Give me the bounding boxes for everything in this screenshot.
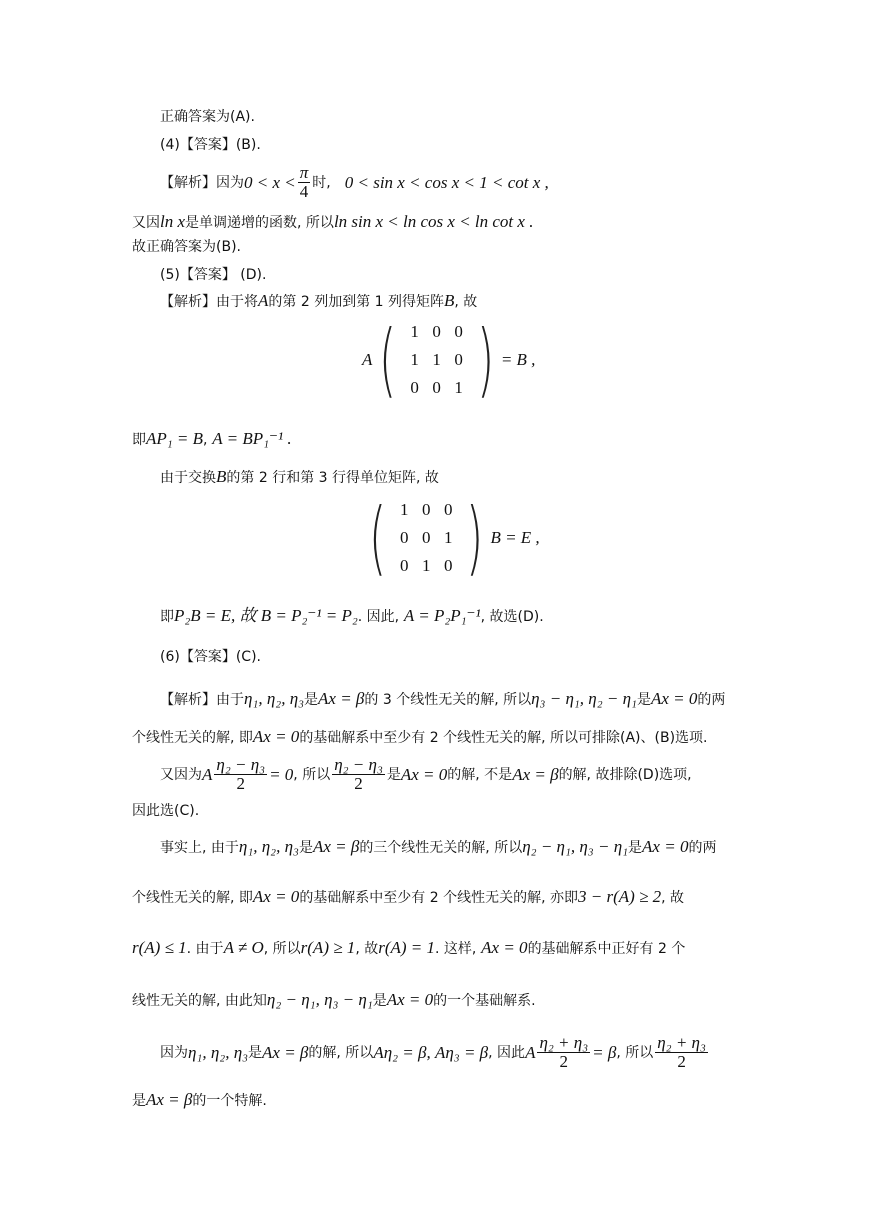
math-expr: η₂ − η₁, η₃ − η₁ <box>522 837 629 856</box>
math-expr: Aη₂ = β, Aη₃ = β <box>373 1042 489 1062</box>
math-expr: A = P₂P₁⁻¹ <box>403 606 481 625</box>
text: 的两 <box>688 840 717 856</box>
fraction <box>537 1034 590 1071</box>
fraction-numerator: η₂ + η₃ <box>539 1033 589 1052</box>
text-line <box>132 938 685 959</box>
matrix-cell: 0 <box>443 500 453 519</box>
fraction-denominator: 2 <box>236 774 245 793</box>
text: 的解, 不是 <box>447 766 513 783</box>
text: 即 <box>160 609 174 625</box>
fraction <box>332 756 385 793</box>
text: , 因此 <box>488 1044 526 1061</box>
text: 又因 <box>132 215 160 231</box>
math-expr: Ax = 0 <box>400 764 448 784</box>
matrix-cell: 0 <box>410 378 419 397</box>
text: 的第 2 列加到第 1 列得矩阵 <box>268 294 445 310</box>
matrix-cell: 1 <box>421 556 431 575</box>
text: 【解析】由于 <box>160 692 244 708</box>
matrix-cell: 1 <box>443 528 453 547</box>
fraction-numerator: η₂ − η₃ <box>334 755 383 774</box>
text: , 故选(D). <box>480 609 544 625</box>
text: 是 <box>628 840 643 856</box>
text-line <box>160 106 255 127</box>
fraction-denominator: 2 <box>559 1052 569 1071</box>
text: 的基础解系中正好有 2 个 <box>527 941 686 957</box>
text: 的解, 故排除(D)选项, <box>558 766 692 783</box>
matrix-cell: 1 <box>454 378 463 397</box>
text: , 故 <box>355 941 379 957</box>
text: 是单调递增的函数, 所以 <box>185 215 334 231</box>
math-expr: 0 < sin x < cos x < 1 < cot x , <box>344 172 549 192</box>
fraction-numerator: η₂ + η₃ <box>657 1033 706 1052</box>
text: 是 <box>248 1044 263 1061</box>
matrix <box>393 496 459 580</box>
math-expr: Ax = β <box>262 1042 309 1062</box>
right-paren: ) <box>476 313 494 406</box>
text-line <box>132 887 684 908</box>
matrix-cell: 0 <box>421 500 431 519</box>
text: 故正确答案为(B). <box>132 239 241 255</box>
matrix-cell: 1 <box>410 350 419 369</box>
text: , 所以 <box>293 766 331 783</box>
math-expr: P₂B = E, 故 B = P₂⁻¹ = P₂ <box>174 606 358 625</box>
answer-heading: (4)【答案】(B). <box>160 137 261 153</box>
math-expr: A ≠ O <box>223 938 264 957</box>
math-expr: Ax = β <box>146 1090 193 1109</box>
text: 的一个基础解系. <box>433 993 536 1009</box>
math-expr: = β <box>592 1042 617 1062</box>
math-expr: ln x <box>160 212 186 231</box>
right-paren: ) <box>466 491 484 584</box>
math-expr: A = BP₁⁻¹ . <box>212 429 292 448</box>
text: , 故 <box>661 890 685 906</box>
math-expr: ln sin x < ln cos x < ln cot x . <box>333 212 534 231</box>
math-expr: B <box>444 291 455 310</box>
math-expr: A <box>202 764 213 784</box>
text-line <box>132 1090 267 1111</box>
matrix-cell: 0 <box>432 322 441 341</box>
math-expr: Ax = β <box>318 689 365 708</box>
text-line <box>160 689 725 710</box>
math-expr: 3 − r(A) ≥ 2 <box>578 887 662 906</box>
math-expr: η₂ − η₁, η₃ − η₁ <box>266 990 373 1009</box>
answer-text: 正确答案为(A). <box>160 109 255 125</box>
text: 的基础解系中至少有 2 个线性无关的解, 所以可排除(A)、(B)选项. <box>299 730 708 746</box>
text-line <box>160 646 261 667</box>
text: 的三个线性无关的解, 所以 <box>359 840 523 856</box>
matrix <box>404 318 470 402</box>
analysis-label: 【解析】因为 <box>160 174 244 191</box>
text: 线性无关的解, 由此知 <box>132 993 267 1009</box>
math-expr: Ax = 0 <box>650 689 698 708</box>
matrix-cell: 1 <box>432 350 441 369</box>
math-expr: r(A) ≤ 1 <box>132 938 187 957</box>
matrix-cell: 0 <box>399 556 409 575</box>
fraction-numerator: η₂ − η₃ <box>216 755 266 774</box>
answer-heading: (5)【答案】 (D). <box>160 267 267 283</box>
text-line <box>160 164 549 201</box>
left-paren: ( <box>379 313 397 406</box>
math-expr: AP₁ = B <box>146 429 204 448</box>
matrix-cell: 0 <box>421 528 431 547</box>
text: 是 <box>304 692 319 708</box>
text: 【解析】由于将 <box>160 294 258 310</box>
text: , 所以 <box>616 1044 654 1061</box>
matrix-right: B = E , <box>490 528 540 547</box>
math-expr: Ax = 0 <box>642 837 689 856</box>
fraction-numerator: π <box>299 163 309 182</box>
fraction <box>655 1034 708 1071</box>
answer-heading: (6)【答案】(C). <box>160 649 261 665</box>
matrix-equation <box>362 313 536 406</box>
fraction-denominator: 2 <box>354 774 363 793</box>
matrix-cell: 0 <box>432 378 441 397</box>
math-expr: A <box>258 291 269 310</box>
fraction-denominator: 2 <box>677 1052 686 1071</box>
matrix-equation <box>362 491 540 584</box>
text: . 由于 <box>186 941 224 957</box>
math-expr: A <box>525 1042 536 1062</box>
text-line <box>160 756 692 793</box>
math-expr: 0 < x < <box>244 172 296 192</box>
text: 由于交换 <box>160 470 216 486</box>
text-line <box>160 291 477 312</box>
math-expr: η₃ − η₁, η₂ − η₁ <box>531 689 637 708</box>
text-line <box>160 264 266 285</box>
math-expr: B <box>216 467 227 486</box>
fraction <box>298 164 311 201</box>
fraction <box>214 756 267 793</box>
fraction-denominator: 4 <box>299 182 309 201</box>
left-paren: ( <box>369 491 387 584</box>
text: 个线性无关的解, 即 <box>132 890 253 906</box>
math-expr: Ax = β <box>512 764 559 784</box>
text-line <box>160 1034 710 1071</box>
math-expr: Ax = β <box>312 837 360 856</box>
text: . 因此, <box>357 609 400 625</box>
text: 的两 <box>697 692 726 708</box>
math-expr: η₁, η₂, η₃ <box>188 1042 249 1062</box>
text-line <box>132 236 241 257</box>
text: 是 <box>636 692 651 708</box>
text-line <box>160 134 261 155</box>
text: , 所以 <box>263 941 301 957</box>
matrix-cell: 0 <box>454 350 463 369</box>
text: 因此选(C). <box>132 803 200 819</box>
text: 因为 <box>160 1044 188 1061</box>
text: 的 3 个线性无关的解, 所以 <box>364 692 532 708</box>
text: 是 <box>132 1093 146 1109</box>
text: 事实上, 由于 <box>160 840 239 856</box>
matrix-cell: 0 <box>399 528 409 547</box>
math-expr: r(A) ≥ 1 <box>300 938 356 957</box>
matrix-cell: 1 <box>410 322 419 341</box>
text: 的一个特解. <box>192 1093 267 1109</box>
text-line <box>132 429 292 450</box>
text: 个线性无关的解, 即 <box>132 730 253 746</box>
text-line <box>132 212 533 233</box>
text-line <box>132 990 536 1011</box>
text: 的第 2 行和第 3 行得单位矩阵, 故 <box>226 470 439 486</box>
math-expr: = 0 <box>269 764 294 784</box>
text-line <box>160 606 544 627</box>
math-expr: Ax = 0 <box>386 990 434 1009</box>
matrix-left: A <box>362 350 373 369</box>
matrix-cell: 1 <box>399 500 409 519</box>
math-expr: η₁, η₂, η₃ <box>238 837 299 856</box>
text-line <box>160 837 716 858</box>
text-line <box>132 727 708 748</box>
math-expr: Ax = 0 <box>252 887 300 906</box>
matrix-right: = B , <box>500 350 536 369</box>
text: , 故 <box>454 294 478 310</box>
matrix-cell: 0 <box>454 322 463 341</box>
math-expr: Ax = 0 <box>481 938 528 957</box>
text: 时, <box>312 174 331 191</box>
text: 的基础解系中至少有 2 个线性无关的解, 亦即 <box>299 890 579 906</box>
math-expr: r(A) = 1 <box>378 938 436 957</box>
text: 是 <box>372 993 387 1009</box>
math-expr: η₁, η₂, η₃ <box>244 689 305 708</box>
text: 是 <box>298 840 313 856</box>
math-expr: Ax = 0 <box>252 727 300 746</box>
text-line <box>132 800 199 821</box>
text: 是 <box>386 766 401 783</box>
text-line <box>160 467 439 488</box>
matrix-cell: 0 <box>443 556 453 575</box>
text: 又因为 <box>160 766 202 783</box>
text: , <box>203 432 208 448</box>
text: 的解, 所以 <box>308 1044 374 1061</box>
text: . 这样, <box>435 941 477 957</box>
text: 即 <box>132 432 146 448</box>
